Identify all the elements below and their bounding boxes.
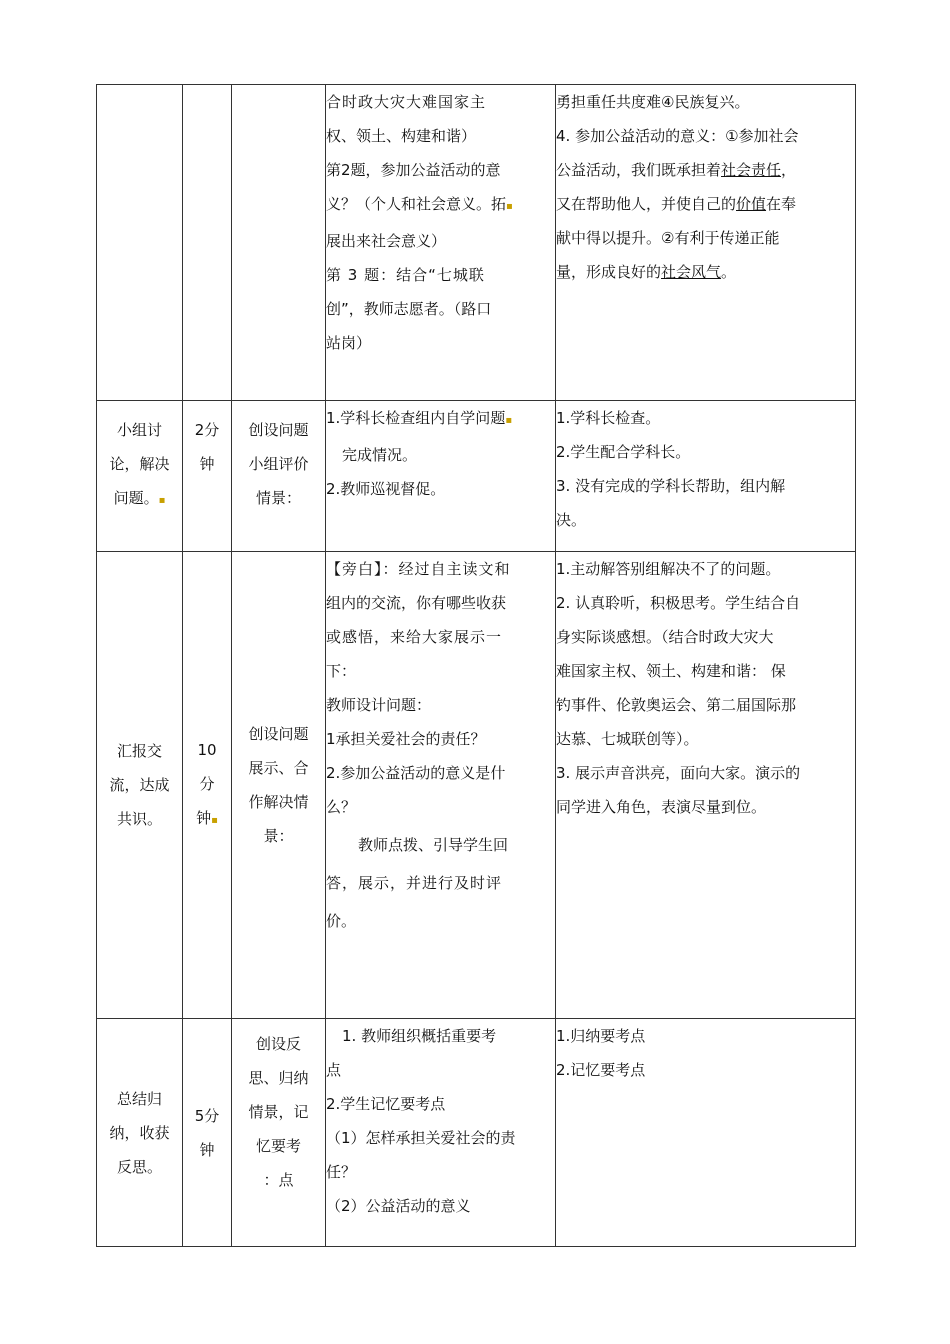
text-line: 分 xyxy=(199,774,215,793)
cell-situation xyxy=(232,401,326,552)
text-line: 第2题，参加公益活动的意 xyxy=(326,161,501,179)
cell-student-activity xyxy=(556,401,856,552)
table-row xyxy=(97,85,856,401)
text-line: 创设问题 xyxy=(248,725,309,743)
text-line: 小组评价 xyxy=(248,455,309,473)
text-line: 创设反 xyxy=(255,1035,301,1053)
text-line: 1. 教师组织概括重要考 xyxy=(342,1027,497,1045)
text-line: 勇担重任共度难④民族复兴。 xyxy=(556,93,750,111)
text-line: 教师设计问题： xyxy=(326,696,432,714)
table-row xyxy=(97,401,856,552)
text-line: 站岗） xyxy=(326,334,372,352)
cell-stage xyxy=(97,552,183,1019)
text-line: 共识。 xyxy=(116,810,162,828)
cell-situation xyxy=(232,552,326,1019)
text-line: 2.记忆要考点 xyxy=(556,1061,646,1079)
text-line: 钟▪ xyxy=(196,808,218,827)
text-line: 1.学科长检查。 xyxy=(556,409,661,427)
text-line: 1.归纳要考点 xyxy=(556,1027,646,1045)
text-line: 【旁白】：经过自主读文和 xyxy=(326,560,511,578)
text-line: 价。 xyxy=(326,912,357,930)
text-line: 反思。 xyxy=(116,1157,162,1176)
cell-student-activity xyxy=(556,552,856,1019)
text-line: ：点 xyxy=(263,1171,294,1189)
cell-teacher-activity xyxy=(326,401,556,552)
text-line: 展出来社会意义） xyxy=(326,232,447,250)
text-line: 情景： xyxy=(255,489,301,507)
text-line: 2.参加公益活动的意义是什 xyxy=(326,764,506,782)
text-line: 又在帮助他人，并使自己的价值在奉 xyxy=(556,195,797,213)
text-line: 1.学科长检查组内自学问题▪ xyxy=(326,409,513,427)
text-line: 创设问题 xyxy=(248,421,309,439)
text-line: 展示、合 xyxy=(248,759,309,777)
cell-situation xyxy=(232,85,326,401)
text-line: 2.学生配合学科长。 xyxy=(556,443,691,461)
text-line: 或感悟，来给大家展示一 xyxy=(326,628,503,646)
text-line: 小组讨 xyxy=(116,421,162,439)
table-row xyxy=(97,552,856,1019)
cell-stage xyxy=(97,1019,183,1247)
text-line: 么？ xyxy=(326,798,357,816)
cell-time xyxy=(183,1019,232,1247)
text-line: （2）公益活动的意义 xyxy=(326,1197,471,1215)
cell-situation xyxy=(232,1019,326,1247)
text-line: 难国家主权、领土、构建和谐： 保 xyxy=(556,662,786,680)
table-row xyxy=(97,1019,856,1247)
text-line: 公益活动，我们既承担着社会责任， xyxy=(556,161,797,179)
text-line: 论，解决 xyxy=(109,455,170,473)
text-line: 权、领土、构建和谐） xyxy=(326,127,477,145)
text-line: 4. 参加公益活动的意义：①参加社会 xyxy=(556,127,799,145)
cell-teacher-activity xyxy=(326,85,556,401)
text-line: 合时政大灾大难国家主 xyxy=(326,93,487,111)
text-line: 完成情况。 xyxy=(342,446,418,464)
cell-time xyxy=(183,401,232,552)
cell-student-activity xyxy=(556,1019,856,1247)
text-line: 教师点拨、引导学生回 xyxy=(358,836,509,854)
text-line: 钟 xyxy=(199,1140,215,1159)
text-line: 身实际谈感想。（结合时政大灾大 xyxy=(556,628,774,646)
text-line: 纳，收获 xyxy=(109,1123,170,1142)
text-line: 3. 没有完成的学科长帮助，组内解 xyxy=(556,477,786,495)
text-line: 5分 xyxy=(194,1106,220,1125)
cell-time xyxy=(183,85,232,401)
text-line: 作解决情 xyxy=(248,793,309,811)
text-line: 2.教师巡视督促。 xyxy=(326,480,446,498)
text-line: 流，达成 xyxy=(109,776,170,794)
text-line: 答，展示，并进行及时评 xyxy=(326,874,503,892)
cell-stage xyxy=(97,85,183,401)
text-line: 10 xyxy=(197,740,217,759)
text-line: 总结归 xyxy=(116,1089,162,1108)
text-line: 钟 xyxy=(199,455,215,473)
text-line: 下： xyxy=(326,662,357,680)
text-line: 3. 展示声音洪亮，面向大家。演示的 xyxy=(556,764,801,782)
text-line: 1承担关爱社会的责任？ xyxy=(326,730,486,748)
text-line: 点 xyxy=(326,1061,342,1079)
text-line: 2分 xyxy=(194,421,220,439)
cell-stage xyxy=(97,401,183,552)
text-line: 献中得以提升。②有利于传递正能 xyxy=(556,229,780,247)
underlined-term: 社会风气 xyxy=(661,263,722,281)
text-line: 组内的交流，你有哪些收获 xyxy=(326,594,507,612)
text-line: （1）怎样承担关爱社会的责 xyxy=(326,1129,516,1147)
text-line: 问题。▪ xyxy=(113,489,166,507)
text-line: 任？ xyxy=(326,1163,357,1181)
text-line: 第 3 题：结合“七城联 xyxy=(326,266,485,284)
cell-teacher-activity xyxy=(326,552,556,1019)
cell-teacher-activity xyxy=(326,1019,556,1247)
text-line: 决。 xyxy=(556,511,587,529)
text-line: 1.主动解答别组解决不了的问题。 xyxy=(556,560,781,578)
text-line: 情景，记 xyxy=(248,1103,309,1121)
text-line: 钓事件、伦敦奥运会、第二届国际那 xyxy=(556,696,797,714)
text-line: 2.学生记忆要考点 xyxy=(326,1095,446,1113)
underlined-term: 社会责任 xyxy=(721,161,782,179)
text-line: 忆要考 xyxy=(255,1137,301,1155)
text-line: 2. 认真聆听，积极思考。学生结合自 xyxy=(556,594,801,612)
text-line: 景： xyxy=(263,827,294,845)
underlined-term: 价值 xyxy=(736,195,767,213)
cell-time xyxy=(183,552,232,1019)
text-line: 创”，教师志愿者。（路口 xyxy=(326,300,492,318)
text-line: 量，形成良好的社会风气。 xyxy=(556,263,737,281)
text-line: 达慕、七城联创等）。 xyxy=(556,730,699,748)
text-line: 同学进入角色，表演尽量到位。 xyxy=(556,798,767,816)
cell-student-activity xyxy=(556,85,856,401)
text-line: 思、归纳 xyxy=(248,1069,309,1087)
text-line: 汇报交 xyxy=(116,742,162,760)
lesson-plan-table xyxy=(96,84,856,1247)
text-line: 义？（个人和社会意义。拓▪ xyxy=(326,195,513,213)
